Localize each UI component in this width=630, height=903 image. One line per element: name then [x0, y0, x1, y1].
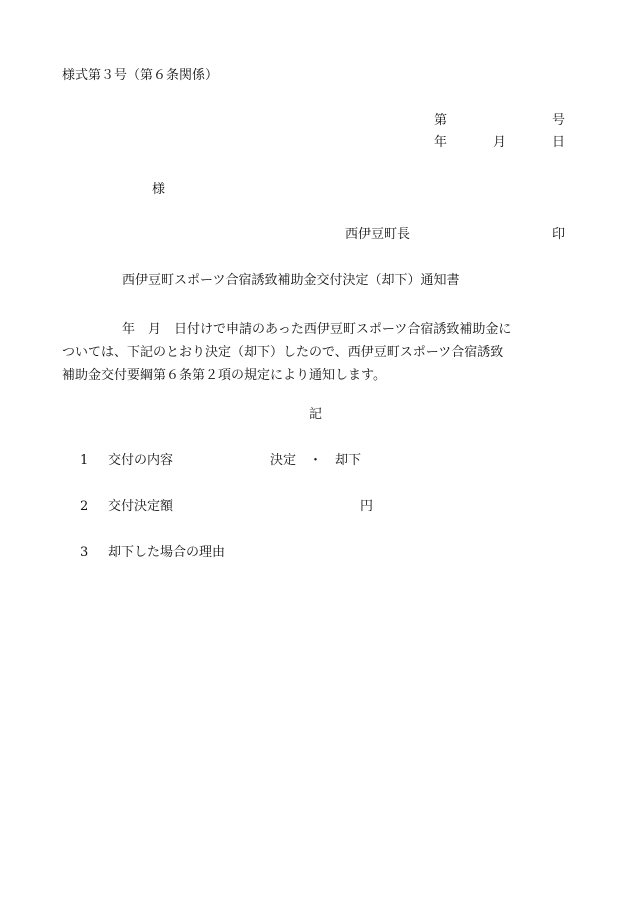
body-line-1: 年 月 日付けで申請のあった西伊豆町スポーツ合宿誘致補助金に: [122, 322, 512, 337]
body-line-2: ついては、下記のとおり決定（却下）したので、西伊豆町スポーツ合宿誘致: [62, 345, 504, 360]
number-go: 号: [552, 113, 566, 128]
addressee-suffix: 様: [152, 182, 166, 197]
item-3-number: 3: [80, 545, 89, 560]
item-1-number: 1: [80, 453, 89, 468]
item-1-label: 交付の内容: [108, 453, 174, 468]
date-year: 年: [434, 135, 448, 150]
seal-mark: 印: [552, 227, 566, 242]
number-dai: 第: [434, 113, 448, 128]
ki-heading: 記: [309, 407, 323, 422]
body-paragraph: [62, 318, 572, 387]
body-line-3: 補助金交付要綱第６条第２項の規定により通知します。: [62, 368, 386, 383]
item-1-value: 決定 ・ 却下: [270, 453, 362, 468]
item-2-label: 交付決定額: [108, 499, 174, 514]
item-2-value: 円: [360, 499, 374, 514]
issuer-title: 西伊豆町長: [345, 227, 411, 242]
item-3-label: 却下した場合の理由: [108, 545, 226, 560]
date-month: 月: [493, 135, 507, 150]
document-title: 西伊豆町スポーツ合宿誘致補助金交付決定（却下）通知書: [122, 273, 460, 288]
date-day: 日: [552, 135, 566, 150]
form-label: 様式第３号（第６条関係）: [62, 68, 219, 83]
item-2-number: 2: [80, 499, 89, 514]
